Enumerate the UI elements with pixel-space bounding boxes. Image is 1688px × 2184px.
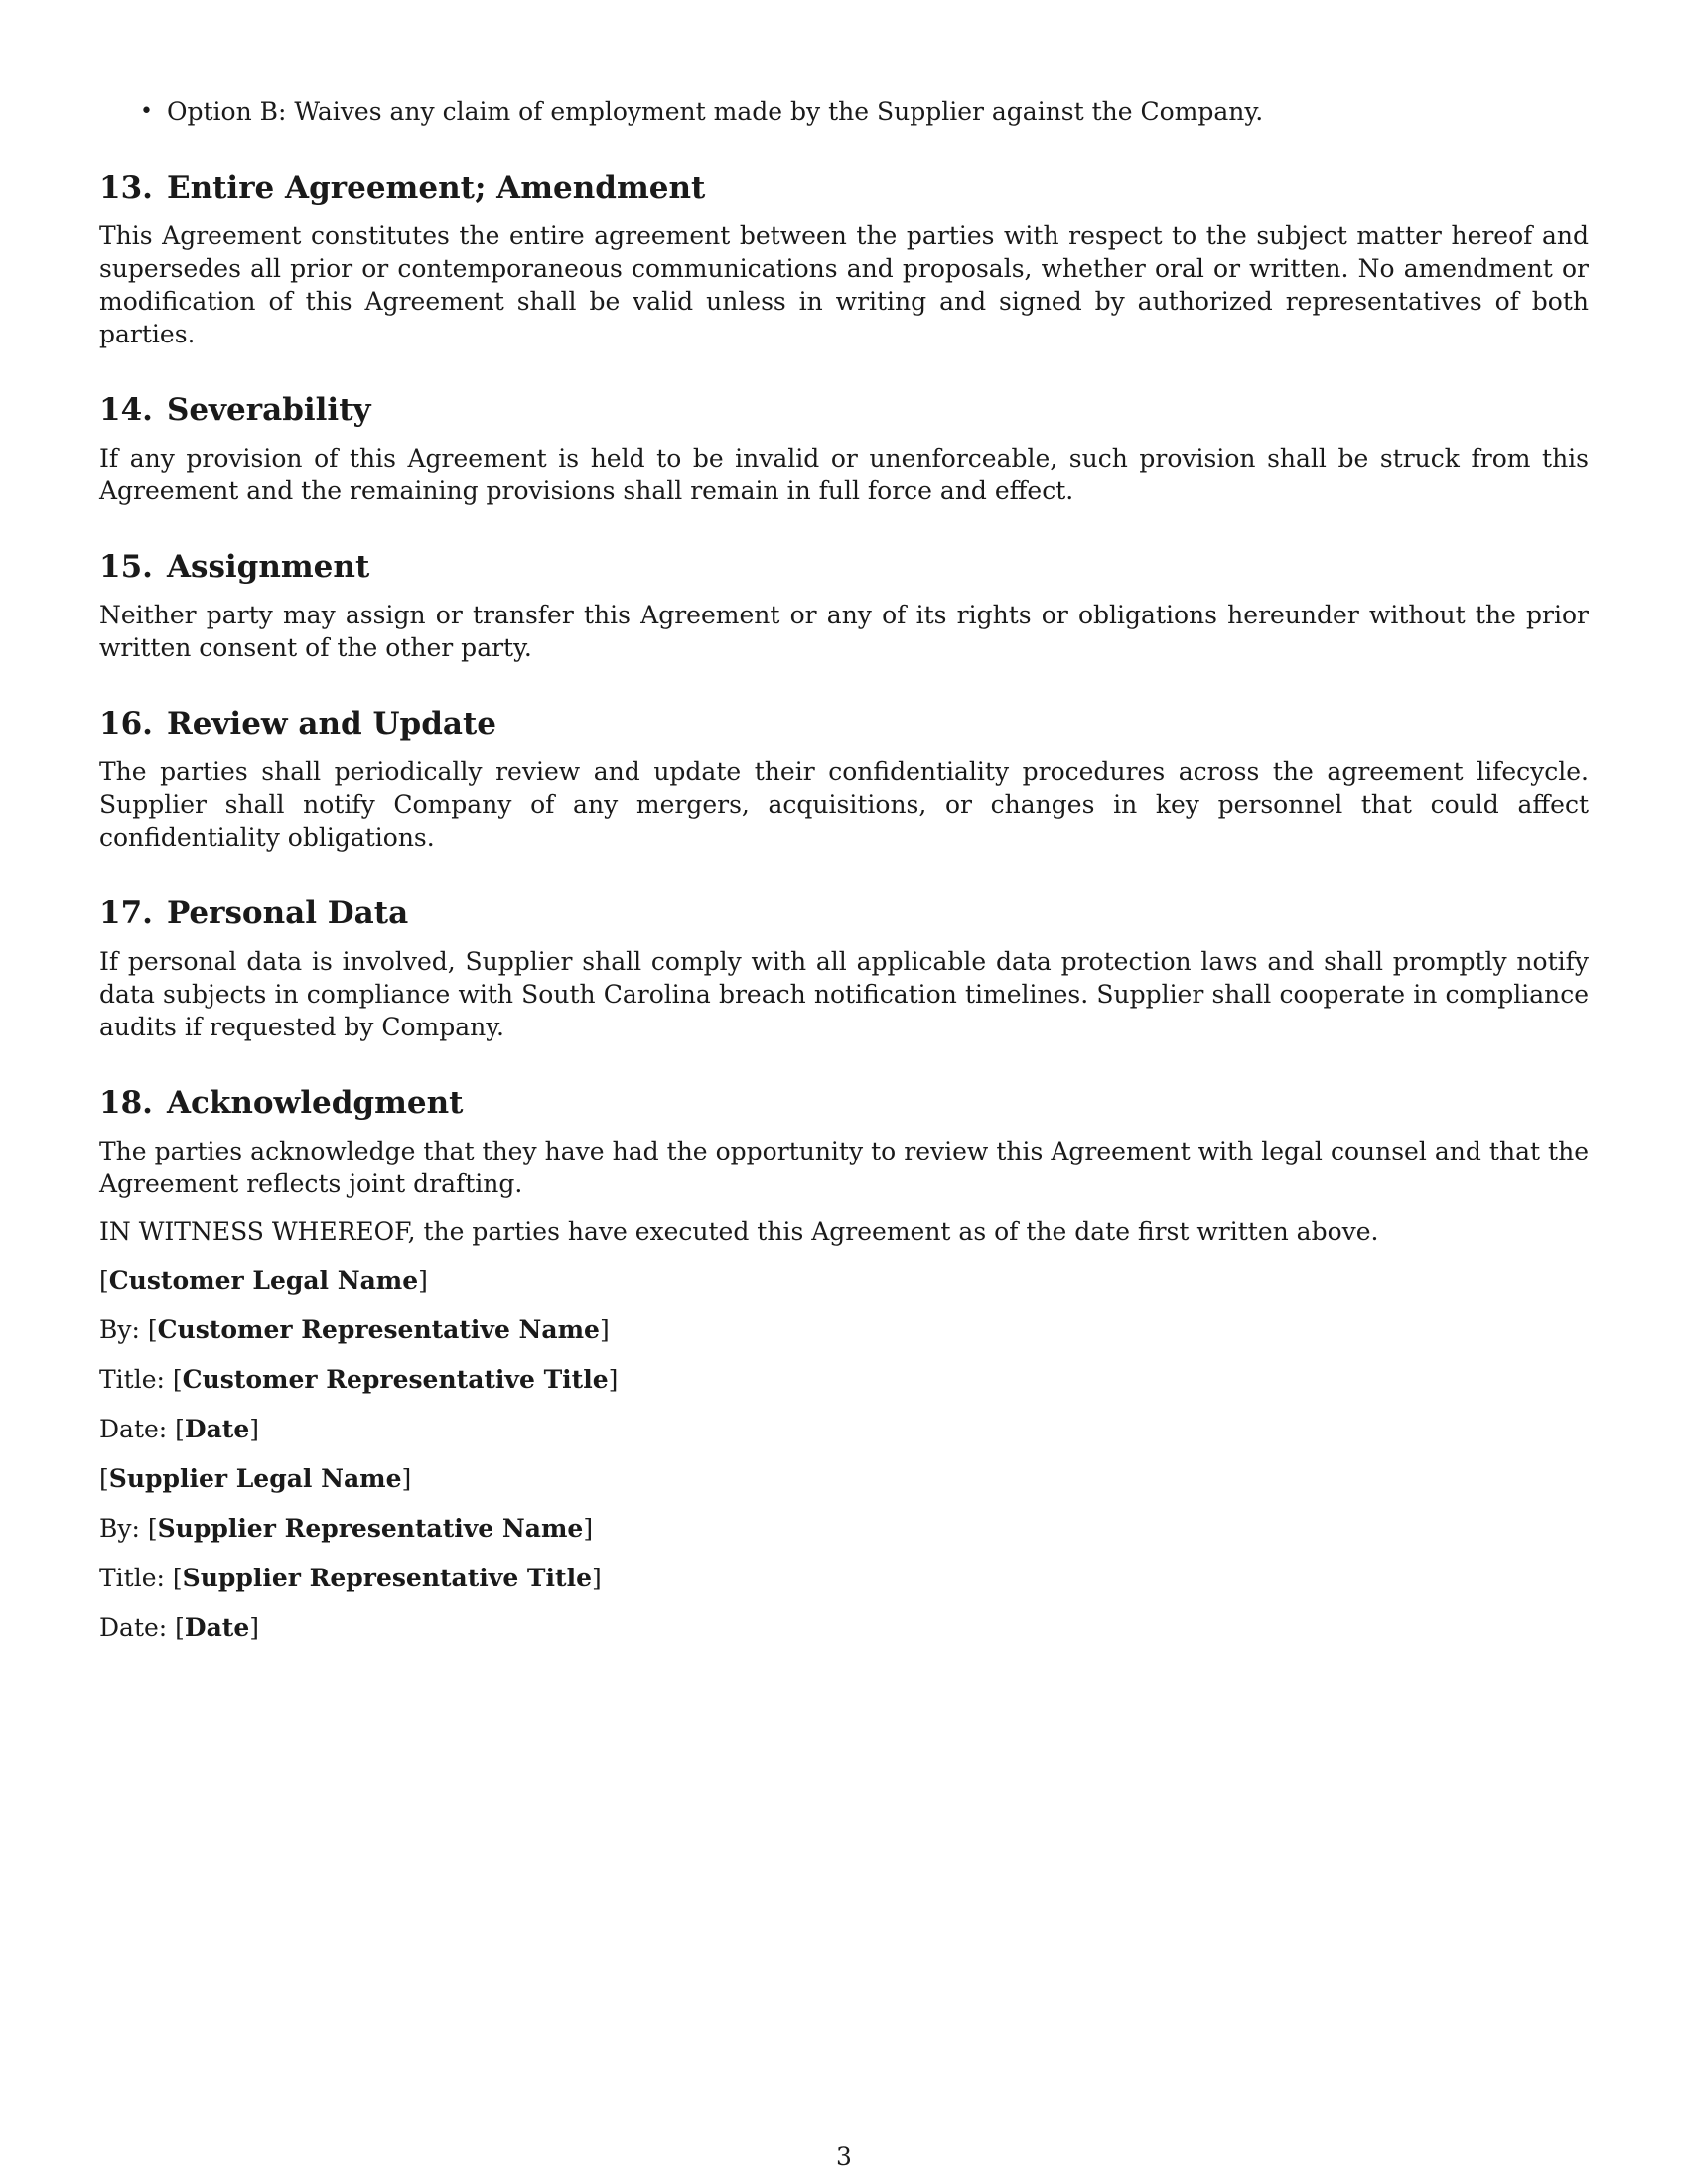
supplier-rep-title: Supplier Representative Title (182, 1564, 592, 1592)
section-heading (99, 1083, 1589, 1123)
section-heading (99, 547, 1589, 587)
section-heading (99, 893, 1589, 933)
section-body: If any provision of this Agreement is held to be invalid or unenforceable, such provision shall be struck from this Agreement and the remaining provisions shall remain in full force and effect. (99, 444, 1589, 505)
title-label: Title: (99, 1365, 165, 1394)
section-title: Assignment (166, 549, 370, 585)
customer-legal-name-value: Customer Legal Name (108, 1266, 419, 1295)
supplier-date-line: Date: [Date] (99, 1613, 260, 1642)
section-14 (99, 390, 1589, 507)
section-15 (99, 547, 1589, 664)
section-18 (99, 1083, 1589, 1200)
date-label: Date: (99, 1613, 168, 1642)
supplier-signature-block (99, 1462, 1589, 1645)
customer-date: Date (184, 1415, 250, 1443)
supplier-rep-name: Supplier Representative Name (157, 1514, 584, 1543)
supplier-by-line: By: [Supplier Representative Name] (99, 1514, 594, 1543)
date-label: Date: (99, 1415, 168, 1443)
customer-title-line: Title: [Customer Representative Title] (99, 1365, 619, 1394)
page-number: 3 (836, 2142, 852, 2171)
bullet-icon: • (140, 99, 153, 124)
section-number: 18. (99, 1085, 153, 1121)
option-list (99, 95, 1589, 128)
section-number: 15. (99, 549, 153, 585)
section-heading (99, 704, 1589, 744)
title-label: Title: (99, 1564, 165, 1592)
section-number: 13. (99, 170, 153, 205)
customer-signature-block (99, 1264, 1589, 1446)
section-title: Severability (166, 392, 371, 428)
section-body: The parties shall periodically review and update their confidentiality procedures across the agreement lifecycle. Supplier shall notify Company of any mergers, acquisitions, or changes in key personnel that could affect confidentiality obligations. (99, 757, 1589, 852)
supplier-legal-name-value: Supplier Legal Name (108, 1464, 402, 1493)
supplier-date: Date (184, 1613, 250, 1642)
option-b-text: Option B: Waives any claim of employment made by the Supplier against the Company. (167, 97, 1264, 126)
customer-rep-title: Customer Representative Title (182, 1365, 609, 1394)
section-title: Personal Data (166, 895, 409, 931)
section-title: Acknowledgment (166, 1085, 464, 1121)
customer-legal-name: [Customer Legal Name] (99, 1266, 428, 1295)
section-number: 16. (99, 706, 153, 742)
document-page (99, 95, 1589, 1661)
section-number: 17. (99, 895, 153, 931)
section-17 (99, 893, 1589, 1043)
section-16 (99, 704, 1589, 854)
section-body: If personal data is involved, Supplier shall comply with all applicable data protection laws and shall promptly notify data subjects in compliance with South Carolina breach notification timelines. Supplier shall cooperate in compliance audits if requested by Company. (99, 947, 1589, 1041)
supplier-legal-name: [Supplier Legal Name] (99, 1464, 412, 1493)
section-body: The parties acknowledge that they have had the opportunity to review this Agreement with legal counsel and that the Agreement reflects joint drafting. (99, 1137, 1589, 1198)
by-label: By: (99, 1315, 140, 1344)
section-title: Review and Update (166, 706, 497, 742)
by-label: By: (99, 1514, 140, 1543)
section-body: Neither party may assign or transfer this Agreement or any of its rights or obligations hereunder without the prior written consent of the other party. (99, 601, 1589, 662)
section-body: This Agreement constitutes the entire agreement between the parties with respect to the subject matter hereof and supersedes all prior or contemporaneous communications and proposals, whether oral or written. No amendment or modification of this Agreement shall be valid unless in writing and signed by authorized representatives of both parties. (99, 221, 1589, 348)
section-number: 14. (99, 392, 153, 428)
list-item (140, 95, 1589, 128)
customer-date-line: Date: [Date] (99, 1415, 260, 1443)
section-13 (99, 168, 1589, 350)
section-title: Entire Agreement; Amendment (166, 170, 706, 205)
customer-rep-name: Customer Representative Name (157, 1315, 600, 1344)
section-heading (99, 168, 1589, 207)
section-heading (99, 390, 1589, 430)
witness-statement: IN WITNESS WHEREOF, the parties have executed this Agreement as of the date first written above. (99, 1217, 1379, 1246)
supplier-title-line: Title: [Supplier Representative Title] (99, 1564, 602, 1592)
customer-by-line: By: [Customer Representative Name] (99, 1315, 610, 1344)
